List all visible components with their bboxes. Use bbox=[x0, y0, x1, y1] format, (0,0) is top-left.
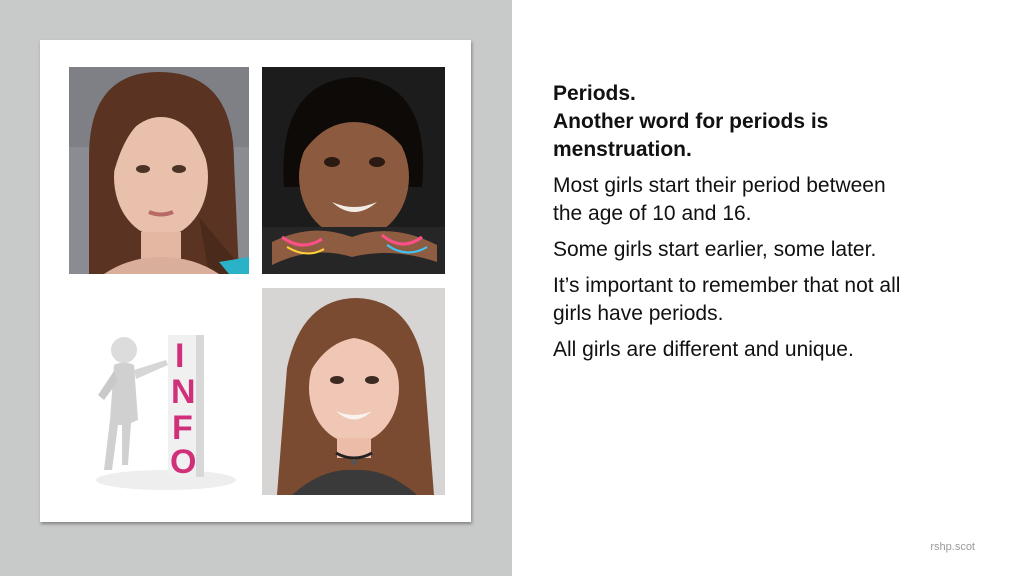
paragraph-not-all-girls bbox=[553, 272, 983, 328]
heading-line-3: menstruation. bbox=[553, 138, 692, 161]
heading-line-1: Periods. bbox=[553, 82, 636, 105]
portrait-photo-1 bbox=[69, 67, 249, 274]
info-letter-f: F bbox=[172, 409, 193, 447]
paragraph-age-range bbox=[553, 172, 983, 228]
slide-text bbox=[553, 80, 983, 372]
portrait-photo-2 bbox=[262, 67, 445, 274]
portrait-photo-3 bbox=[262, 288, 445, 495]
paragraph-line: It’s important to remember that not all bbox=[553, 274, 901, 297]
paragraph-line: Some girls start earlier, some later. bbox=[553, 238, 877, 261]
paragraph-line: All girls are different and unique. bbox=[553, 338, 854, 361]
info-letter-i: I bbox=[175, 337, 185, 375]
paragraph-earlier-later bbox=[553, 236, 983, 264]
info-letter-o: O bbox=[170, 443, 197, 481]
paragraph-unique bbox=[553, 336, 983, 364]
slide-heading bbox=[553, 80, 983, 164]
heading-line-2: Another word for periods is bbox=[553, 110, 829, 133]
info-graphic bbox=[76, 305, 246, 510]
paragraph-line: the age of 10 and 16. bbox=[553, 202, 752, 225]
paragraph-line: girls have periods. bbox=[553, 302, 724, 325]
photo-collage-card bbox=[40, 40, 471, 522]
footer-source: rshp.scot bbox=[930, 541, 975, 553]
info-letter-n: N bbox=[171, 373, 196, 411]
paragraph-line: Most girls start their period between bbox=[553, 174, 886, 197]
